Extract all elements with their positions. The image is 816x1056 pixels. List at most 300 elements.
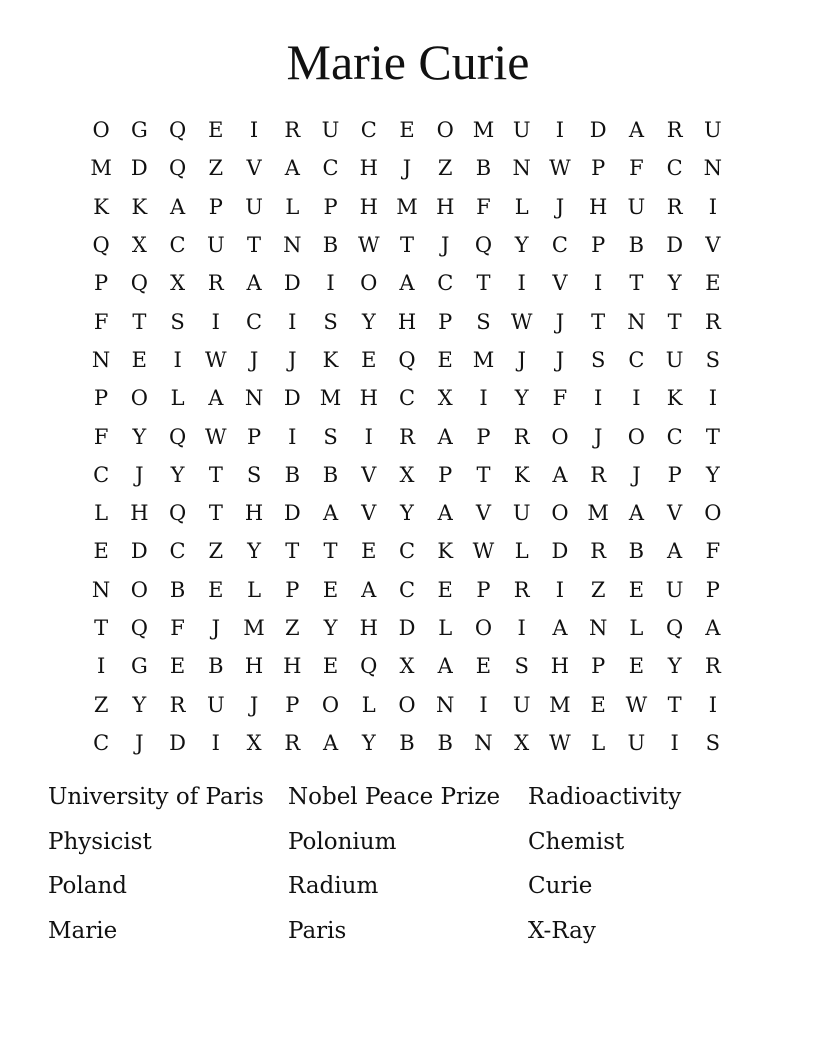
- grid-letter: C: [398, 539, 416, 564]
- grid-letter: A: [322, 501, 339, 526]
- grid-letter: H: [550, 654, 570, 679]
- grid-letter: D: [283, 501, 301, 526]
- grid-letter: D: [666, 233, 684, 258]
- grid-letter: A: [170, 194, 186, 219]
- grid-letter: N: [627, 309, 646, 334]
- grid-letter: X: [399, 462, 415, 487]
- word-bank-item: Curie: [528, 873, 593, 899]
- grid-letter: R: [284, 730, 301, 755]
- grid-row: [82, 341, 732, 379]
- grid-letter: Q: [92, 233, 110, 258]
- grid-letter: Z: [437, 156, 453, 181]
- grid-letter: O: [627, 424, 645, 449]
- word-bank-item: Physicist: [48, 828, 152, 855]
- grid-letter: Y: [323, 616, 338, 640]
- grid-letter: B: [284, 462, 300, 487]
- grid-letter: A: [399, 271, 415, 296]
- grid-letter: H: [359, 616, 378, 640]
- grid-letter: H: [359, 156, 378, 181]
- grid-letter: Z: [590, 577, 606, 602]
- grid-letter: F: [93, 309, 109, 334]
- grid-letter: O: [398, 692, 416, 717]
- grid-letter: V: [667, 501, 683, 526]
- grid-letter: I: [670, 730, 679, 755]
- grid-letter: E: [361, 539, 377, 564]
- grid-letter: W: [472, 539, 495, 564]
- grid-letter: I: [364, 424, 373, 449]
- grid-letter: Q: [666, 616, 684, 640]
- grid-letter: H: [397, 309, 417, 334]
- grid-letter: Q: [130, 271, 148, 296]
- grid-letter: A: [208, 386, 224, 411]
- grid-letter: J: [593, 424, 603, 449]
- grid-letter: N: [436, 692, 455, 717]
- grid-letter: A: [667, 539, 683, 564]
- grid-letter: U: [321, 118, 340, 143]
- grid-letter: H: [130, 501, 149, 526]
- grid-letter: C: [246, 309, 263, 334]
- grid-letter: Y: [247, 539, 261, 564]
- grid-row: [82, 456, 732, 494]
- grid-letter: I: [288, 424, 297, 449]
- grid-letter: B: [628, 539, 645, 564]
- grid-letter: L: [591, 730, 606, 755]
- grid-letter: I: [555, 577, 565, 602]
- grid-letter: C: [93, 730, 110, 755]
- word-bank-item: Radium: [288, 873, 379, 899]
- grid-letter: P: [476, 424, 491, 449]
- grid-letter: K: [93, 194, 109, 219]
- grid-letter: C: [93, 462, 110, 487]
- grid-letter: T: [208, 501, 223, 526]
- grid-letter: M: [549, 692, 571, 717]
- grid-letter: E: [93, 539, 109, 564]
- grid-letter: E: [437, 577, 453, 602]
- grid-letter: P: [591, 156, 606, 181]
- grid-letter: L: [514, 194, 529, 219]
- grid-letter: H: [244, 501, 264, 526]
- grid-letter: C: [360, 118, 377, 143]
- grid-letter: E: [208, 118, 224, 143]
- word-bank-item: University of Paris: [48, 784, 264, 810]
- grid-letter: E: [475, 654, 492, 679]
- grid-letter: T: [208, 462, 223, 487]
- grid-letter: Q: [360, 654, 378, 679]
- grid-letter: M: [243, 616, 265, 640]
- grid-letter: A: [246, 271, 262, 296]
- grid-letter: Q: [130, 616, 148, 640]
- grid-letter: P: [705, 577, 720, 602]
- grid-letter: B: [437, 730, 453, 755]
- grid-letter: M: [472, 118, 495, 143]
- grid-row: [82, 571, 732, 609]
- grid-letter: F: [705, 539, 721, 564]
- grid-letter: A: [437, 501, 453, 526]
- grid-letter: W: [205, 424, 227, 449]
- word-bank-item: Paris: [288, 917, 347, 944]
- grid-letter: K: [322, 347, 339, 372]
- grid-letter: J: [249, 347, 259, 372]
- grid-letter: W: [205, 347, 227, 372]
- grid-letter: H: [359, 386, 378, 411]
- grid-letter: J: [555, 347, 565, 372]
- grid-letter: Z: [93, 692, 109, 717]
- grid-letter: E: [361, 347, 377, 372]
- grid-letter: R: [513, 577, 530, 602]
- grid-letter: Q: [168, 501, 187, 526]
- grid-letter: L: [94, 501, 109, 526]
- grid-letter: G: [130, 118, 148, 143]
- grid-letter: Y: [132, 692, 147, 717]
- grid-letter: D: [589, 118, 607, 143]
- grid-letter: Q: [168, 424, 187, 449]
- grid-letter: S: [323, 309, 338, 334]
- grid-letter: S: [514, 654, 529, 679]
- grid-letter: F: [93, 424, 109, 449]
- grid-letter: P: [476, 577, 491, 602]
- grid-letter: L: [247, 577, 262, 602]
- grid-letter: L: [514, 539, 529, 564]
- word-bank-item: Chemist: [528, 828, 625, 855]
- grid-letter: T: [667, 309, 682, 334]
- grid-letter: P: [94, 386, 109, 411]
- grid-letter: T: [476, 271, 491, 296]
- grid-letter: F: [629, 156, 644, 181]
- grid-letter: T: [667, 692, 682, 717]
- grid-letter: C: [666, 424, 683, 449]
- word-bank-item: Nobel Peace Prize: [288, 784, 501, 810]
- grid-letter: P: [438, 462, 453, 487]
- grid-letter: O: [92, 118, 110, 143]
- grid-letter: V: [361, 462, 377, 487]
- grid-letter: R: [704, 654, 721, 679]
- grid-letter: Y: [132, 424, 147, 449]
- grid-letter: Y: [361, 730, 376, 755]
- grid-letter: B: [322, 233, 339, 258]
- grid-letter: W: [510, 309, 533, 334]
- grid-letter: B: [399, 730, 415, 755]
- grid-letter: K: [666, 386, 683, 411]
- grid-letter: P: [246, 424, 262, 449]
- grid-row: [82, 724, 732, 762]
- grid-letter: L: [170, 386, 185, 411]
- grid-letter: J: [135, 462, 144, 487]
- grid-letter: E: [437, 347, 453, 372]
- grid-letter: O: [436, 118, 454, 143]
- grid-letter: A: [628, 501, 644, 526]
- grid-letter: Y: [514, 386, 529, 411]
- grid-letter: P: [285, 692, 300, 717]
- grid-letter: Y: [514, 233, 529, 258]
- grid-letter: A: [437, 424, 453, 449]
- grid-letter: M: [319, 386, 342, 411]
- grid-row: [82, 111, 732, 149]
- grid-letter: G: [130, 654, 148, 679]
- grid-letter: S: [323, 424, 338, 449]
- grid-letter: U: [206, 233, 225, 258]
- grid-letter: R: [590, 539, 607, 564]
- grid-letter: D: [283, 386, 301, 411]
- grid-letter: J: [632, 462, 641, 487]
- grid-letter: N: [283, 233, 302, 258]
- grid-letter: A: [705, 616, 721, 640]
- grid-letter: E: [590, 692, 606, 717]
- grid-letter: E: [169, 654, 186, 679]
- grid-letter: O: [551, 424, 569, 449]
- grid-letter: A: [284, 156, 300, 181]
- grid-letter: I: [479, 692, 488, 717]
- grid-letter: X: [131, 233, 147, 258]
- grid-letter: E: [628, 654, 645, 679]
- grid-letter: T: [247, 233, 262, 258]
- grid-letter: I: [555, 118, 565, 143]
- grid-letter: I: [479, 386, 488, 411]
- grid-letter: K: [437, 539, 454, 564]
- grid-row: [82, 264, 732, 302]
- grid-letter: Y: [400, 501, 414, 526]
- grid-letter: A: [552, 462, 568, 487]
- grid-letter: I: [708, 692, 718, 717]
- grid-letter: J: [555, 194, 565, 219]
- grid-row: [82, 149, 732, 187]
- grid-letter: E: [322, 577, 339, 602]
- grid-letter: D: [169, 730, 186, 755]
- grid-letter: P: [591, 233, 606, 258]
- grid-row: [82, 188, 732, 226]
- grid-letter: E: [705, 271, 721, 296]
- grid-letter: A: [437, 654, 453, 679]
- grid-letter: X: [399, 654, 415, 679]
- grid-letter: R: [399, 424, 415, 449]
- grid-letter: Y: [170, 462, 185, 487]
- grid-letter: M: [396, 194, 418, 219]
- grid-letter: R: [169, 692, 186, 717]
- grid-letter: E: [628, 577, 645, 602]
- grid-letter: H: [359, 194, 378, 219]
- grid-letter: M: [90, 156, 112, 181]
- grid-letter: P: [323, 194, 338, 219]
- grid-letter: N: [91, 347, 111, 372]
- grid-letter: S: [170, 309, 185, 334]
- grid-letter: V: [246, 156, 262, 181]
- grid-letter: P: [438, 309, 453, 334]
- grid-letter: U: [512, 692, 531, 717]
- grid-letter: B: [322, 462, 339, 487]
- grid-row: [82, 494, 732, 532]
- grid-letter: T: [476, 462, 491, 487]
- grid-letter: P: [667, 462, 682, 487]
- grid-letter: D: [398, 616, 416, 640]
- grid-letter: V: [552, 271, 568, 296]
- grid-letter: N: [91, 577, 111, 602]
- grid-row: [82, 685, 732, 723]
- grid-letter: T: [591, 309, 606, 334]
- grid-letter: C: [551, 233, 568, 258]
- grid-letter: W: [357, 233, 380, 258]
- letter-grid: [82, 111, 732, 762]
- grid-letter: C: [169, 233, 186, 258]
- grid-letter: B: [169, 577, 186, 602]
- grid-letter: N: [474, 730, 493, 755]
- grid-letter: U: [245, 194, 263, 219]
- grid-row: [82, 417, 732, 455]
- grid-letter: O: [360, 271, 378, 296]
- grid-letter: J: [402, 156, 412, 181]
- grid-letter: A: [552, 616, 568, 640]
- grid-letter: E: [322, 654, 339, 679]
- grid-letter: O: [130, 577, 148, 602]
- grid-letter: D: [283, 271, 301, 296]
- grid-letter: B: [475, 156, 492, 181]
- grid-letter: Y: [705, 462, 720, 487]
- grid-letter: H: [436, 194, 455, 219]
- grid-letter: C: [666, 156, 683, 181]
- grid-row: [82, 647, 732, 685]
- grid-letter: J: [441, 233, 450, 258]
- grid-letter: J: [211, 616, 221, 640]
- grid-letter: T: [285, 539, 300, 564]
- grid-letter: A: [361, 577, 377, 602]
- grid-letter: O: [130, 386, 148, 411]
- grid-letter: Y: [361, 309, 376, 334]
- grid-letter: C: [169, 539, 186, 564]
- word-bank-item: Poland: [48, 873, 127, 899]
- word-bank-item: Marie: [48, 917, 118, 944]
- grid-row: [82, 379, 732, 417]
- grid-letter: V: [361, 501, 377, 526]
- grid-letter: J: [249, 692, 259, 717]
- grid-letter: I: [517, 271, 526, 296]
- grid-letter: T: [705, 424, 720, 449]
- grid-letter: N: [703, 156, 723, 181]
- grid-letter: U: [665, 577, 684, 602]
- grid-letter: S: [590, 347, 606, 372]
- grid-letter: I: [96, 654, 106, 679]
- grid-letter: F: [170, 616, 185, 640]
- grid-letter: Z: [208, 539, 224, 564]
- grid-letter: L: [361, 692, 376, 717]
- grid-row: [82, 226, 732, 264]
- grid-letter: W: [625, 692, 648, 717]
- grid-letter: X: [170, 271, 186, 296]
- grid-row: [82, 302, 732, 340]
- grid-row: [82, 532, 732, 570]
- grid-letter: P: [591, 654, 606, 679]
- grid-letter: I: [173, 347, 182, 372]
- grid-letter: T: [132, 309, 147, 334]
- grid-letter: Y: [667, 271, 682, 296]
- grid-letter: U: [512, 118, 531, 143]
- grid-letter: L: [629, 616, 644, 640]
- grid-letter: N: [244, 386, 264, 411]
- grid-letter: I: [288, 309, 297, 334]
- grid-letter: F: [552, 386, 568, 411]
- grid-letter: I: [326, 271, 335, 296]
- grid-letter: C: [628, 347, 645, 372]
- word-bank-item: Polonium: [288, 828, 397, 855]
- grid-letter: H: [589, 194, 608, 219]
- word-bank-item: Radioactivity: [528, 784, 682, 810]
- grid-letter: R: [207, 271, 224, 296]
- grid-letter: S: [246, 462, 262, 487]
- grid-letter: K: [131, 194, 148, 219]
- grid-letter: V: [475, 501, 492, 526]
- grid-letter: J: [517, 347, 526, 372]
- grid-letter: R: [666, 118, 683, 143]
- grid-letter: I: [708, 194, 718, 219]
- grid-letter: O: [551, 501, 569, 526]
- grid-letter: Q: [474, 233, 493, 258]
- grid-letter: A: [628, 118, 644, 143]
- grid-letter: O: [474, 616, 493, 640]
- grid-letter: B: [208, 654, 224, 679]
- grid-letter: T: [323, 539, 338, 564]
- grid-letter: E: [208, 577, 224, 602]
- grid-letter: O: [321, 692, 340, 717]
- grid-letter: R: [590, 462, 607, 487]
- grid-letter: P: [208, 194, 223, 219]
- grid-letter: M: [587, 501, 609, 526]
- grid-letter: W: [549, 730, 571, 755]
- grid-letter: P: [94, 271, 109, 296]
- grid-letter: R: [284, 118, 301, 143]
- grid-letter: Z: [284, 616, 300, 640]
- grid-letter: Q: [168, 156, 187, 181]
- grid-letter: T: [399, 233, 414, 258]
- grid-letter: D: [130, 156, 148, 181]
- grid-letter: I: [517, 616, 526, 640]
- grid-letter: N: [512, 156, 531, 181]
- grid-letter: R: [666, 194, 683, 219]
- grid-letter: U: [206, 692, 225, 717]
- grid-letter: I: [249, 118, 259, 143]
- grid-letter: X: [246, 730, 262, 755]
- grid-letter: R: [704, 309, 721, 334]
- grid-letter: U: [512, 501, 531, 526]
- grid-letter: W: [549, 156, 571, 181]
- page-title: Marie Curie: [286, 34, 530, 90]
- grid-letter: U: [704, 118, 722, 143]
- grid-letter: J: [288, 347, 297, 372]
- grid-letter: U: [627, 730, 646, 755]
- grid-letter: K: [513, 462, 530, 487]
- grid-letter: P: [285, 577, 300, 602]
- grid-letter: I: [632, 386, 641, 411]
- grid-letter: S: [705, 347, 721, 372]
- grid-letter: N: [588, 616, 608, 640]
- grid-letter: V: [705, 233, 721, 258]
- grid-letter: H: [283, 654, 302, 679]
- grid-row: [82, 609, 732, 647]
- word-bank: [48, 778, 768, 956]
- grid-letter: J: [555, 309, 565, 334]
- grid-letter: O: [704, 501, 722, 526]
- grid-letter: L: [285, 194, 300, 219]
- grid-letter: C: [398, 577, 416, 602]
- grid-letter: E: [131, 347, 148, 372]
- grid-letter: L: [438, 616, 453, 640]
- grid-letter: U: [627, 194, 646, 219]
- grid-letter: D: [130, 539, 148, 564]
- grid-letter: Q: [168, 118, 187, 143]
- grid-letter: I: [211, 730, 220, 755]
- grid-letter: H: [244, 654, 264, 679]
- grid-letter: Q: [398, 347, 416, 372]
- grid-letter: B: [628, 233, 645, 258]
- grid-letter: T: [94, 616, 109, 640]
- grid-letter: J: [135, 730, 144, 755]
- grid-letter: Z: [208, 156, 224, 181]
